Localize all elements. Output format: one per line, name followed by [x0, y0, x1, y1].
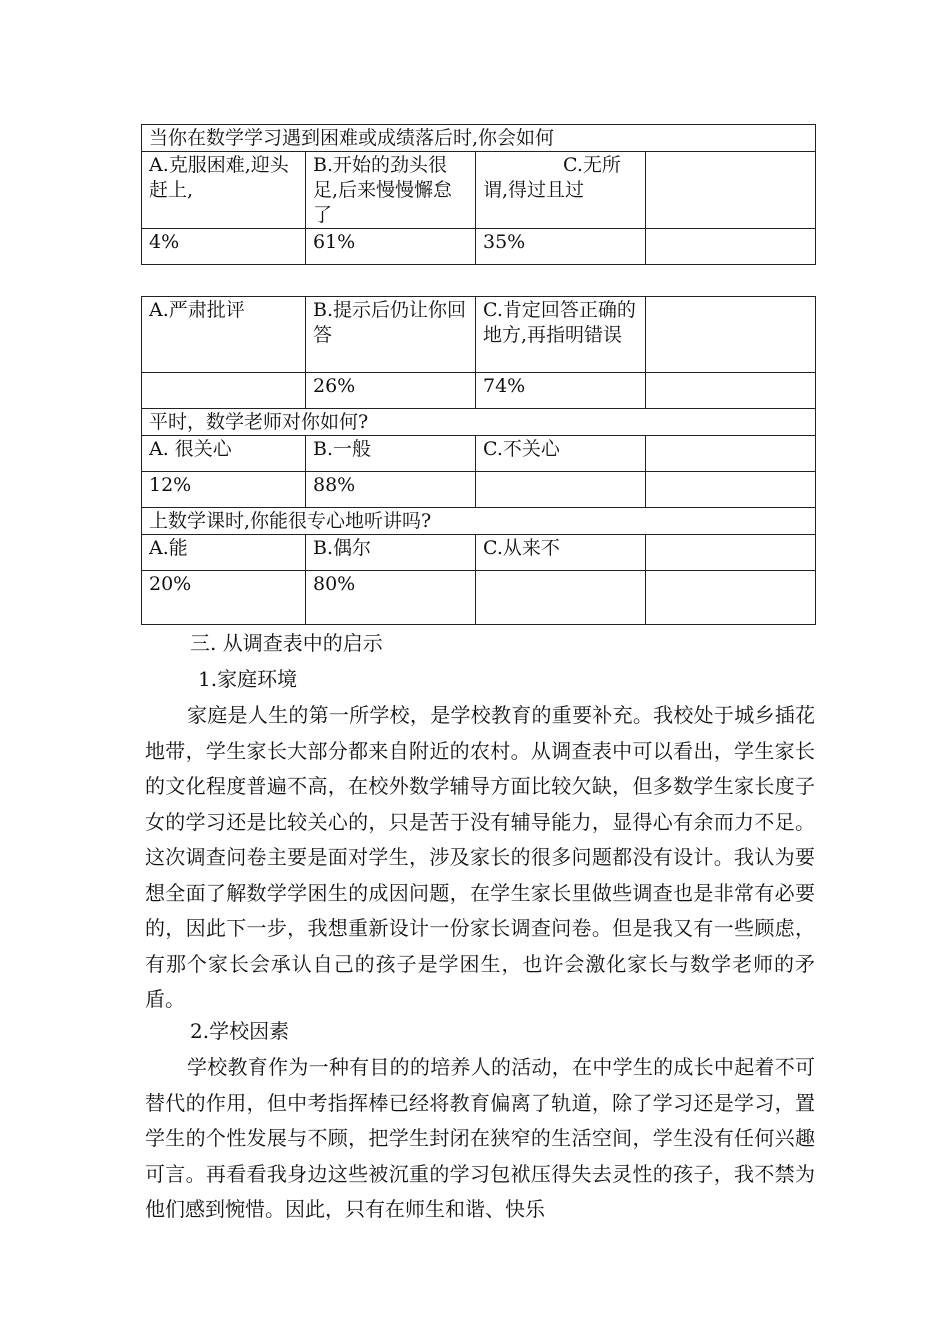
option-a-cell: A.克服困难,迎头赶上,: [142, 152, 306, 229]
percent-b-cell: 26%: [306, 373, 476, 409]
empty-cell: [646, 571, 816, 625]
percent-c-cell: [476, 571, 646, 625]
empty-cell: [646, 472, 816, 508]
paragraph-text: 家庭是人生的第一所学校，是学校教育的重要补充。我校处于城乡插花地带，学生家长大部分都来自附近的农村。从调查表中可以看出，学生家长的文化程度普遍不高，在校外数学辅导方面比较欠缺，但多数学生家长度子女的学习还是比较关心的，只是苦于没有辅导能力，显得心有余而力不足。这次调查问卷主要是面对学生，涉及家长的很多问题都没有设计。我认为要想全面了解数学学困生的成因问题，在学生家长里做些调查也是非常有必要的，因此下一步，我想重新设计一份家长调查问卷。但是我又有一些顾虑，有那个家长会承认自己的孩子是学困生，也许会激化家长与数学老师的矛盾。: [145, 703, 815, 1011]
empty-cell: [646, 152, 816, 229]
section-heading: 三. 从调查表中的启示: [190, 631, 383, 655]
paragraph-text: 学校教育作为一种有目的的培养人的活动，在中学生的成长中起着不可替代的作用，但中考指挥棒已经将教育偏离了轨道，除了学习还是学习，置学生的个性发展与不顾，把学生封闭在狭窄的生活空间，学生没有任何兴趣可言。再看看我身边这些被沉重的学习包袱压得失去灵性的孩子，我不禁为他们感到惋惜。因此，只有在师生和谐、快乐: [145, 1055, 815, 1221]
option-c-cell: C.从来不: [476, 535, 646, 571]
option-b-cell: B.一般: [306, 436, 476, 472]
option-c-cell: C.不关心: [476, 436, 646, 472]
percent-a-cell: 4%: [142, 229, 306, 265]
option-b-cell: B.提示后仍让你回答: [306, 297, 476, 373]
subsection-heading-family: 1.家庭环境: [198, 667, 298, 691]
option-c-cell: [476, 152, 646, 229]
option-b-cell: B.偶尔: [306, 535, 476, 571]
empty-cell: [646, 297, 816, 373]
paragraph-school-factors: [145, 1050, 815, 1228]
option-a-cell: A.能: [142, 535, 306, 571]
empty-cell: [646, 373, 816, 409]
option-a-cell: A. 很关心: [142, 436, 306, 472]
paragraph-family-environment: [145, 698, 815, 1018]
percent-c-cell: 35%: [476, 229, 646, 265]
option-a-cell: A.严肃批评: [142, 297, 306, 373]
percent-a-cell: 20%: [142, 571, 306, 625]
percent-b-cell: 88%: [306, 472, 476, 508]
percent-a-cell: 12%: [142, 472, 306, 508]
empty-cell: [646, 535, 816, 571]
percent-b-cell: 80%: [306, 571, 476, 625]
percent-b-cell: 61%: [306, 229, 476, 265]
survey-table-2: [141, 296, 816, 625]
survey-table-1: [141, 124, 816, 265]
empty-cell: [646, 436, 816, 472]
option-b-cell: B.开始的劲头很足,后来慢慢懈怠了: [306, 152, 476, 229]
subsection-heading-school: 2.学校因素: [190, 1019, 290, 1043]
percent-a-cell: [142, 373, 306, 409]
question-cell: 上数学课时,你能很专心地听讲吗?: [142, 508, 816, 535]
question-cell: 当你在数学学习遇到困难或成绩落后时,你会如何: [142, 125, 816, 152]
option-c-text: C.无所谓,得过且过: [483, 154, 621, 201]
question-cell: 平时，数学老师对你如何?: [142, 409, 816, 436]
percent-c-cell: [476, 472, 646, 508]
option-c-cell: C.肯定回答正确的地方,再指明错误: [476, 297, 646, 373]
empty-cell: [646, 229, 816, 265]
percent-c-cell: 74%: [476, 373, 646, 409]
